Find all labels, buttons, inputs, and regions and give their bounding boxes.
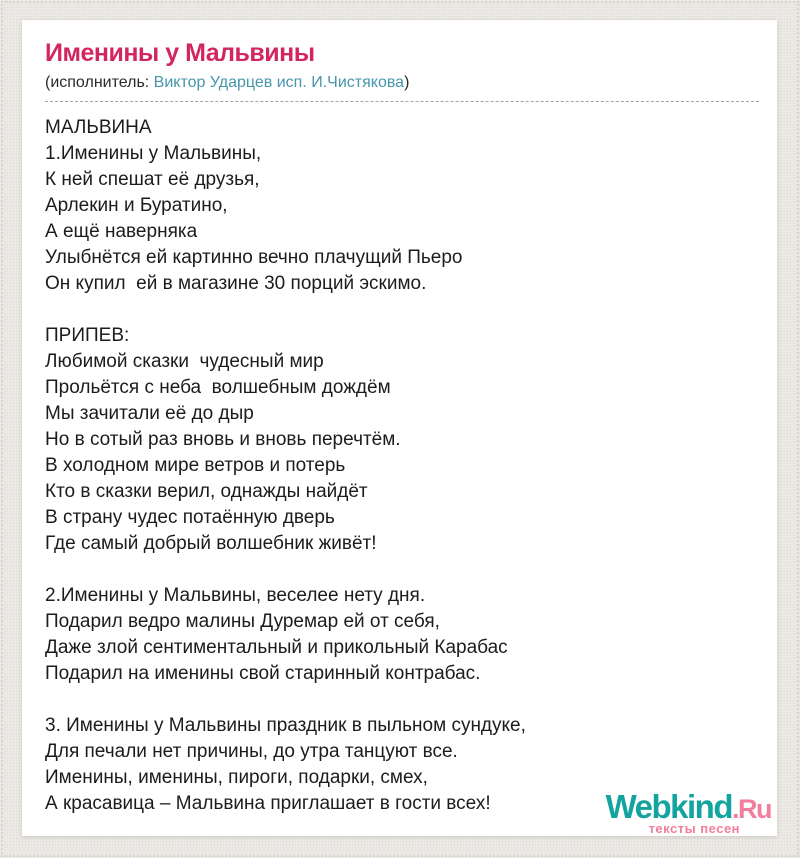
lyric-line: Кто в сказки верил, однажды найдёт xyxy=(45,480,368,502)
lyric-line: 3. Именины у Мальвины праздник в пыльном сундуке, xyxy=(45,714,526,736)
lyric-line: Он купил ей в магазине 30 порций эскимо. xyxy=(45,272,427,294)
lyric-line xyxy=(45,557,759,583)
page-title: Именины у Мальвины xyxy=(45,39,315,67)
lyric-line: Для печали нет причины, до утра танцуют все. xyxy=(45,740,458,762)
webkind-logo-tagline: тексты песен xyxy=(648,821,741,836)
lyric-line: В страну чудес потаённую дверь xyxy=(45,506,335,528)
lyric-line: Где самый добрый волшебник живёт! xyxy=(45,532,377,554)
lyric-line xyxy=(45,297,759,323)
lyric-line: Улыбнётся ей картинно вечно плачущий Пьеро xyxy=(45,246,463,268)
lyric-line: К ней спешат её друзья, xyxy=(45,168,260,190)
artist-line xyxy=(45,73,759,102)
lyrics-card xyxy=(22,20,777,836)
lyrics-text xyxy=(45,115,759,817)
webkind-logo-wordmark xyxy=(605,788,771,825)
lyric-line: Прольётся с неба волшебным дождём xyxy=(45,376,391,398)
lyric-line: 1.Именины у Мальвины, xyxy=(45,142,262,164)
artist-suffix: ) xyxy=(404,73,410,91)
artist-link[interactable]: Виктор Ударцев исп. И.Чистякова xyxy=(153,73,405,91)
lyric-line: Подарил на именины свой старинный контрабас. xyxy=(45,662,481,684)
webkind-logo-domain: .Ru xyxy=(732,794,771,824)
lyric-line: А красавица – Мальвина приглашает в гости всех! xyxy=(45,792,491,814)
card-content xyxy=(22,20,777,836)
lyric-line: Подарил ведро малины Дуремар ей от себя, xyxy=(45,610,440,632)
lyric-line: МАЛЬВИНА xyxy=(45,116,152,138)
webkind-logo-name: Webkind xyxy=(605,788,732,825)
lyric-line: ПРИПЕВ: xyxy=(45,324,130,346)
lyric-line xyxy=(45,687,759,713)
lyric-line: 2.Именины у Мальвины, веселее нету дня. xyxy=(45,584,426,606)
lyric-line: Даже злой сентиментальный и прикольный Карабас xyxy=(45,636,508,658)
lyric-line: В холодном мире ветров и потерь xyxy=(45,454,346,476)
artist-prefix: (исполнитель: xyxy=(45,73,154,91)
lyric-line: Именины, именины, пироги, подарки, смех, xyxy=(45,766,428,788)
lyric-line: А ещё наверняка xyxy=(45,220,198,242)
webkind-logo[interactable] xyxy=(605,788,771,836)
lyric-line: Любимой сказки чудесный мир xyxy=(45,350,324,372)
lyric-line: Арлекин и Буратино, xyxy=(45,194,228,216)
lyric-line: Но в сотый раз вновь и вновь перечтём. xyxy=(45,428,401,450)
lyric-line: Мы зачитали её до дыр xyxy=(45,402,254,424)
